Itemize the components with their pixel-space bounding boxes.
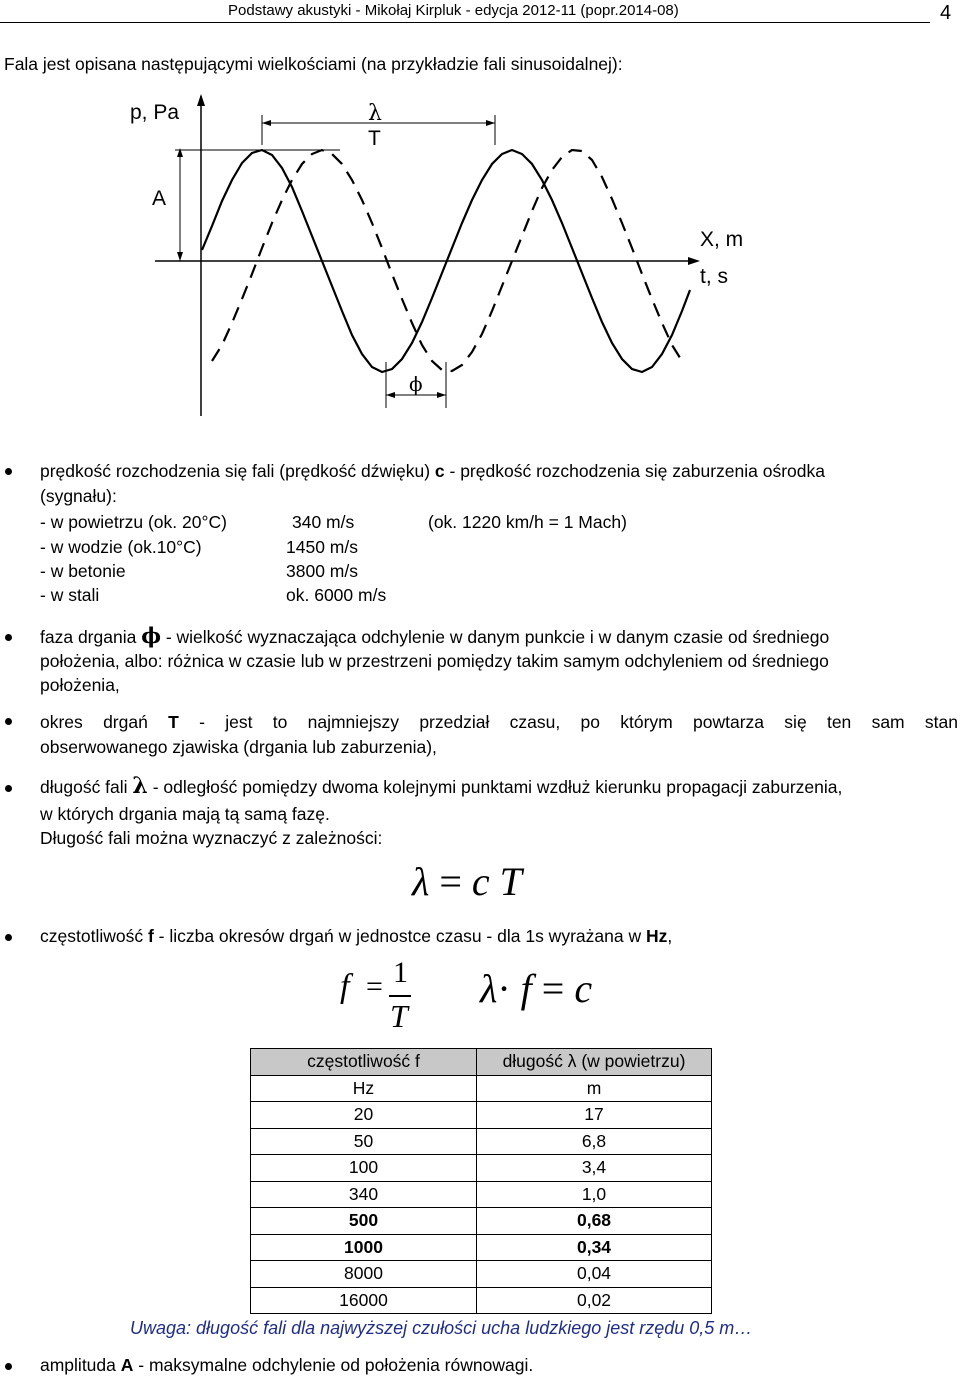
speed-medium: - w stali xyxy=(40,585,100,605)
speed-line-2: (sygnału): xyxy=(40,486,117,506)
table-cell: 0,02 xyxy=(477,1287,712,1314)
x-axis-label: X, m xyxy=(700,228,744,251)
table-cell: 6,8 xyxy=(477,1128,712,1155)
table-header-cell: częstotliwość f xyxy=(251,1049,477,1076)
note-text: Uwaga: długość fali dla najwyższej czułości ucha ludzkiego jest rzędu 0,5 m… xyxy=(130,1318,753,1338)
table-cell: 500 xyxy=(251,1208,477,1235)
table-row xyxy=(251,1287,712,1314)
speed-value: ok. 6000 m/s xyxy=(286,585,387,605)
table-cell: m xyxy=(477,1075,712,1102)
table-row xyxy=(251,1155,712,1182)
speed-value: 340 m/s xyxy=(292,512,355,532)
bullet xyxy=(5,785,12,792)
bullet xyxy=(5,718,12,725)
table-row xyxy=(251,1261,712,1288)
bullet xyxy=(5,468,12,475)
table-header-row xyxy=(251,1049,712,1076)
header-rule xyxy=(0,22,930,23)
lambda-f-formula: λ· f = c xyxy=(480,966,593,1011)
x-axis xyxy=(155,257,700,265)
speed-medium: - w wodzie (ok.10°C) xyxy=(40,537,202,557)
running-header: Podstawy akustyki - Mikołaj Kirpluk - edycja 2012-11 (popr.2014-08) xyxy=(228,2,679,19)
wavelength-line-1: długość fali λ - odległość pomiędzy dwoma kolejnymi punktami wzdłuż kierunku propagacji zaburzenia, xyxy=(40,773,843,799)
table-cell: 100 xyxy=(251,1155,477,1182)
table-cell: 0,34 xyxy=(477,1234,712,1261)
wavelength-line-2: w których drgania mają tą samą fazę. xyxy=(40,804,330,824)
table-units-row xyxy=(251,1075,712,1102)
frequency-wavelength-table xyxy=(250,1048,712,1314)
period-line-2: obserwowanego zjawiska (drgania lub zaburzenia), xyxy=(40,737,437,757)
period-line-1: okres drgań T - jest to najmniejszy przedział czasu, po którym powtarza się ten sam stan xyxy=(40,712,958,732)
table-row xyxy=(251,1208,712,1235)
fraction-bar xyxy=(389,995,411,997)
frequency-formula-eq: = xyxy=(366,970,383,1003)
table-header-cell: długość λ (w powietrzu) xyxy=(477,1049,712,1076)
frequency-formula-denominator: T xyxy=(390,998,408,1034)
table-cell: 0,68 xyxy=(477,1208,712,1235)
phase-line-2: położenia, albo: różnica w czasie lub w przestrzeni pomiędzy takim samym odchyleniem od średniego xyxy=(40,651,829,671)
intro-text: Fala jest opisana następującymi wielkościami (na przykładzie fali sinusoidalnej): xyxy=(4,54,623,74)
amplitude-label: A xyxy=(152,187,167,210)
page-number: 4 xyxy=(940,2,952,24)
amplitude-line: amplituda A - maksymalne odchylenie od położenia równowagi. xyxy=(40,1355,534,1375)
table-cell: 16000 xyxy=(251,1287,477,1314)
table-cell: 50 xyxy=(251,1128,477,1155)
frequency-formula: f xyxy=(340,968,350,1005)
bullet xyxy=(5,1363,12,1370)
speed-medium: - w betonie xyxy=(40,561,126,581)
phase-line-1: faza drgania ϕ - wielkość wyznaczająca odchylenie w danym punkcie i w danym czasie od średniego xyxy=(40,623,830,648)
table-row xyxy=(251,1102,712,1129)
table-row xyxy=(251,1234,712,1261)
period-label: T xyxy=(368,127,381,150)
wavelength-formula: λ = c T xyxy=(412,859,522,904)
table-cell: 1,0 xyxy=(477,1181,712,1208)
table-cell: Hz xyxy=(251,1075,477,1102)
table-cell: 8000 xyxy=(251,1261,477,1288)
speed-value: 3800 m/s xyxy=(286,561,358,581)
bullet xyxy=(5,934,12,941)
t-axis-label: t, s xyxy=(700,265,729,288)
speed-note: (ok. 1220 km/h = 1 Mach) xyxy=(428,512,627,532)
phase-line-3: położenia, xyxy=(40,675,120,695)
table-cell: 3,4 xyxy=(477,1155,712,1182)
table-cell: 20 xyxy=(251,1102,477,1129)
wave-figure xyxy=(0,90,960,420)
y-axis xyxy=(197,94,205,416)
table-row xyxy=(251,1181,712,1208)
y-axis-label: p, Pa xyxy=(130,101,180,124)
frequency-formula-numerator: 1 xyxy=(393,956,408,989)
table-cell: 17 xyxy=(477,1102,712,1129)
wavelength-line-3: Długość fali można wyznaczyć z zależności: xyxy=(40,828,383,848)
speed-medium: - w powietrzu (ok. 20°C) xyxy=(40,512,227,532)
frequency-line-1: częstotliwość f - liczba okresów drgań w jednostce czasu - dla 1s wyrażana w Hz, xyxy=(40,926,673,946)
speed-value: 1450 m/s xyxy=(286,537,358,557)
table-cell: 0,04 xyxy=(477,1261,712,1288)
bullet xyxy=(5,634,12,641)
table-cell: 340 xyxy=(251,1181,477,1208)
table-row xyxy=(251,1128,712,1155)
table-cell: 1000 xyxy=(251,1234,477,1261)
speed-line-1: prędkość rozchodzenia się fali (prędkość dźwięku) c - prędkość rozchodzenia się zaburzenia ośrodka xyxy=(40,461,825,481)
lambda-label: λ xyxy=(368,101,382,126)
phase-label: ϕ xyxy=(409,372,423,396)
